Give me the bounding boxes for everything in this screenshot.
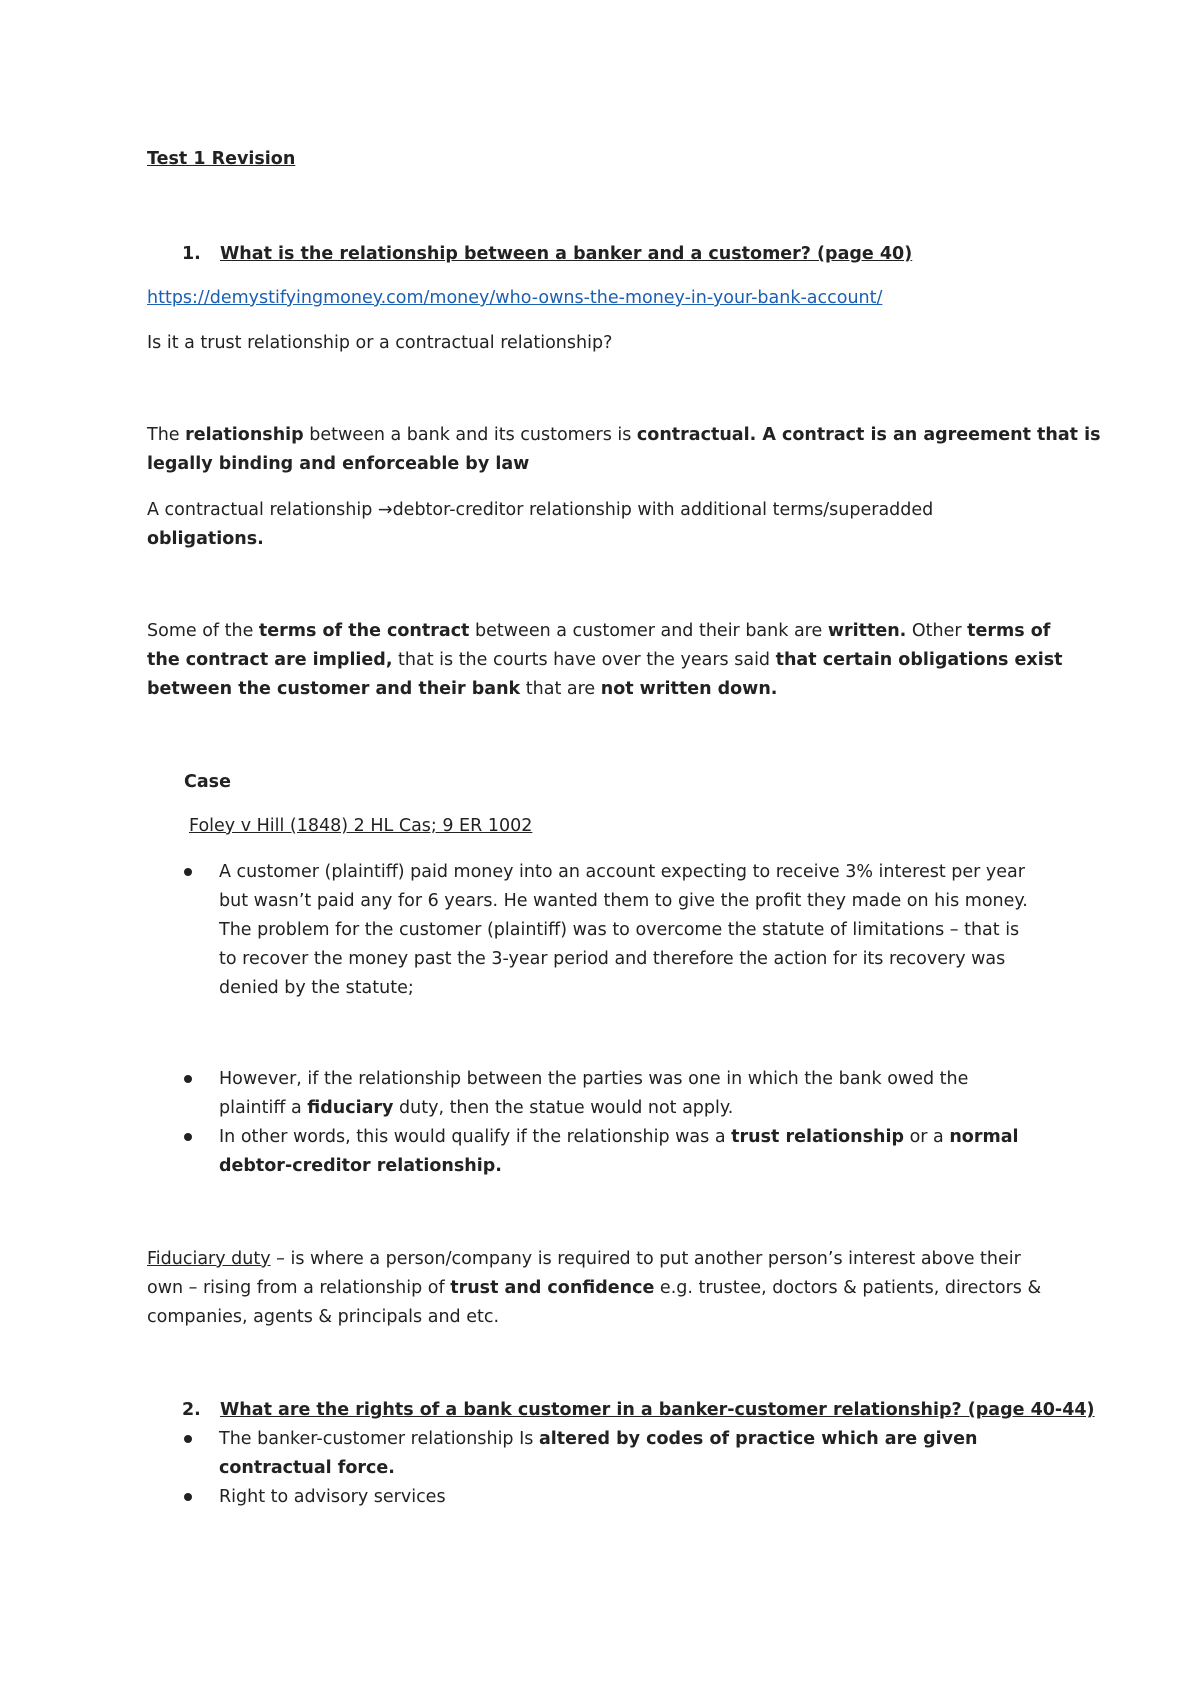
para2-line2: obligations.: [147, 529, 264, 549]
q2-bullet1-line1: The banker-customer relationship Is altered by codes of practice which are given: [219, 1429, 978, 1449]
case-citation: Foley v Hill (1848) 2 HL Cas; 9 ER 1002: [189, 816, 533, 836]
case-bullet1-line4: to recover the money past the 3-year period and therefore the action for its recovery was: [219, 949, 1006, 969]
q1-link[interactable]: https://demystifyingmoney.com/money/who-owns-the-money-in-your-bank-account/: [147, 288, 883, 308]
case-bullet2-line2: plaintiff a fiduciary duty, then the statue would not apply.: [219, 1098, 734, 1118]
fiduciary-line2: own – rising from a relationship of trust and confidence e.g. trustee, doctors & patients, directors &: [147, 1278, 1042, 1298]
para1-line2: legally binding and enforceable by law: [147, 454, 530, 474]
para3-line3: between the customer and their bank that are not written down.: [147, 679, 778, 699]
fiduciary-line1: Fiduciary duty – is where a person/company is required to put another person’s interest above their: [147, 1249, 1021, 1269]
q1-number: 1.: [182, 244, 201, 264]
bullet-icon: [184, 868, 192, 876]
q2-heading: What are the rights of a bank customer in a banker-customer relationship? (page 40-44): [220, 1400, 1095, 1420]
para3-line1: Some of the terms of the contract between a customer and their bank are written. Other terms of: [147, 621, 1051, 641]
para2-line1: A contractual relationship →debtor-creditor relationship with additional terms/superadded: [147, 500, 934, 520]
case-bullet1-line1: A customer (plaintiff) paid money into an account expecting to receive 3% interest per year: [219, 862, 1025, 882]
bullet-icon: [184, 1435, 192, 1443]
arrow-right-icon: →: [377, 500, 393, 520]
page-title: Test 1 Revision: [147, 149, 296, 169]
fiduciary-line3: companies, agents & principals and etc.: [147, 1307, 500, 1327]
case-bullet3-line2: debtor-creditor relationship.: [219, 1156, 502, 1176]
case-bullet1-line2: but wasn’t paid any for 6 years. He wanted them to give the profit they made on his money.: [219, 891, 1028, 911]
para1-line1: The relationship between a bank and its customers is contractual. A contract is an agreement that is: [147, 425, 1101, 445]
bullet-icon: [184, 1075, 192, 1083]
q1-question: Is it a trust relationship or a contractual relationship?: [147, 333, 613, 353]
q2-bullet1-line2: contractual force.: [219, 1458, 395, 1478]
para3-line2: the contract are implied, that is the courts have over the years said that certain obligations exist: [147, 650, 1063, 670]
q2-number: 2.: [182, 1400, 201, 1420]
case-bullet1-line5: denied by the statute;: [219, 978, 414, 998]
bullet-icon: [184, 1133, 192, 1141]
case-bullet2-line1: However, if the relationship between the parties was one in which the bank owed the: [219, 1069, 969, 1089]
bullet-icon: [184, 1493, 192, 1501]
case-heading: Case: [184, 772, 231, 792]
q1-heading: What is the relationship between a banker and a customer? (page 40): [220, 244, 913, 264]
case-bullet3-line1: In other words, this would qualify if the relationship was a trust relationship or a normal: [219, 1127, 1019, 1147]
q2-bullet2: Right to advisory services: [219, 1487, 446, 1507]
case-bullet1-line3: The problem for the customer (plaintiff) was to overcome the statute of limitations – that is: [219, 920, 1020, 940]
